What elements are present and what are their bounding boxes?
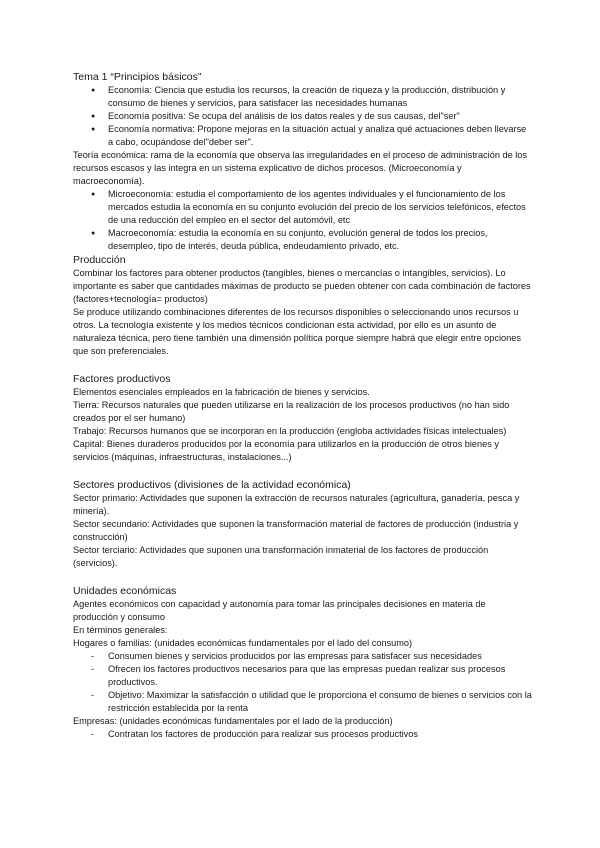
- sector-primario: Sector primario: Actividades que suponen la extracción de recursos naturales (agricultura, ganadería, pesca y minería).: [73, 493, 520, 516]
- tema1-title: Tema 1 “Principios básicos”: [73, 71, 202, 83]
- list-item: - Ofrecen los factores productivos necesarios para que las empresas puedan realizar sus procesos productivos.: [73, 663, 533, 689]
- list-item: ● Economía: Ciencia que estudia los recursos, la creación de riqueza y la producción, distribución y consumo de bienes y servicios, para satisfacer las necesidades humanas: [73, 84, 533, 110]
- sector-terciario: Sector terciario: Actividades que suponen una transformación inmaterial de los factores de producción (servicios).: [73, 545, 489, 568]
- produccion-title: Producción: [73, 254, 126, 266]
- empresas-list: [73, 728, 533, 741]
- document-page: [73, 70, 533, 741]
- teoria-paragraph: Teoría económica: rama de la economía que observa las irregularidades en el proceso de administración de los recursos escasos y las integra en un sistema explicativo de dichos procesos. (Microeconomía y macroeconomía).: [73, 150, 528, 186]
- unidades-title: Unidades económicas: [73, 585, 177, 597]
- tema1-bullets: [73, 84, 533, 149]
- factores-title: Factores productivos: [73, 373, 171, 385]
- list-item: - Consumen bienes y servicios producidos por las empresas para satisfacer sus necesidades: [73, 650, 533, 663]
- list-item: - Objetivo: Maximizar la satisfacción o utilidad que le proporciona el consumo de bienes o servicios con la restricción establecida por la renta: [73, 689, 533, 715]
- unidades-intro: Agentes económicos con capacidad y autonomía para tomar las principales decisiones en materia de producción y consumo: [73, 599, 486, 622]
- list-item: - Contratan los factores de producción para realizar sus procesos productivos: [73, 728, 533, 741]
- list-item: ● Macroeconomía: estudia la economía en su conjunto, evolución general de todos los precios, desempleo, tipo de interés, deuda pública, endeudamiento privado, etc.: [73, 227, 533, 253]
- factores-intro: Elementos esenciales empleados en la fabricación de bienes y servicios.: [73, 387, 370, 397]
- sectores-title: Sectores productivos (divisiones de la actividad económica): [73, 479, 351, 491]
- produccion-p2: Se produce utilizando combinaciones diferentes de los recursos disponibles o seleccionando unos recursos u otros. La tecnología existente y los medios técnicos condicionan esta actividad, por ello es un asunto de naturaleza técnica, pero tiene también una dimensión política porque siempre habrá que elegir entre opciones que son preferenciales.: [73, 307, 521, 356]
- list-item: ● Microeconomía: estudia el comportamiento de los agentes individuales y el funcionamiento de los mercados estudia la economía en su conjunto evolución del precio de los servicios telefónicos, efectos de una reducción del empleo en el sector del automóvil, etc: [73, 188, 533, 227]
- factores-trabajo: Trabajo: Recursos humanos que se incorporan en la producción (engloba actividades físicas intelectuales): [73, 426, 507, 436]
- list-item: ● Economía normativa: Propone mejoras en la situación actual y analiza qué actuaciones deben llevarse a cabo, ocupándose del"deber ser".: [73, 123, 533, 149]
- unidades-empresas: Empresas: (unidades económicas fundamentales por el lado de la producción): [73, 716, 393, 726]
- produccion-p1: Combinar los factores para obtener productos (tangibles, bienes o mercancías o intangibles, servicios). Lo importante es saber que cantidades máximas de producto se pueden obtener con cada combinación de factores (factores+tecnología= productos): [73, 268, 531, 304]
- teoria-bullets: [73, 188, 533, 253]
- unidades-terminos: En términos generales:: [73, 625, 168, 635]
- list-item: ● Economía positiva: Se ocupa del análisis de los datos reales y de sus causas, del"ser": [73, 110, 533, 123]
- sector-secundario: Sector secundario: Actividades que suponen la transformación material de factores de producción (industria y construcción): [73, 519, 519, 542]
- unidades-hogares: Hogares o familias: (unidades económicas fundamentales por el lado del consumo): [73, 638, 413, 648]
- hogares-list: [73, 650, 533, 715]
- factores-tierra: Tierra: Recursos naturales que pueden utilizarse en la realización de los procesos productivos (no han sido creados por el ser humano): [73, 400, 510, 423]
- factores-capital: Capital: Bienes duraderos producidos por la economía para utilizarlos en la producción de otros bienes y servicios (máquinas, infraestructuras, instalaciones...): [73, 439, 499, 462]
